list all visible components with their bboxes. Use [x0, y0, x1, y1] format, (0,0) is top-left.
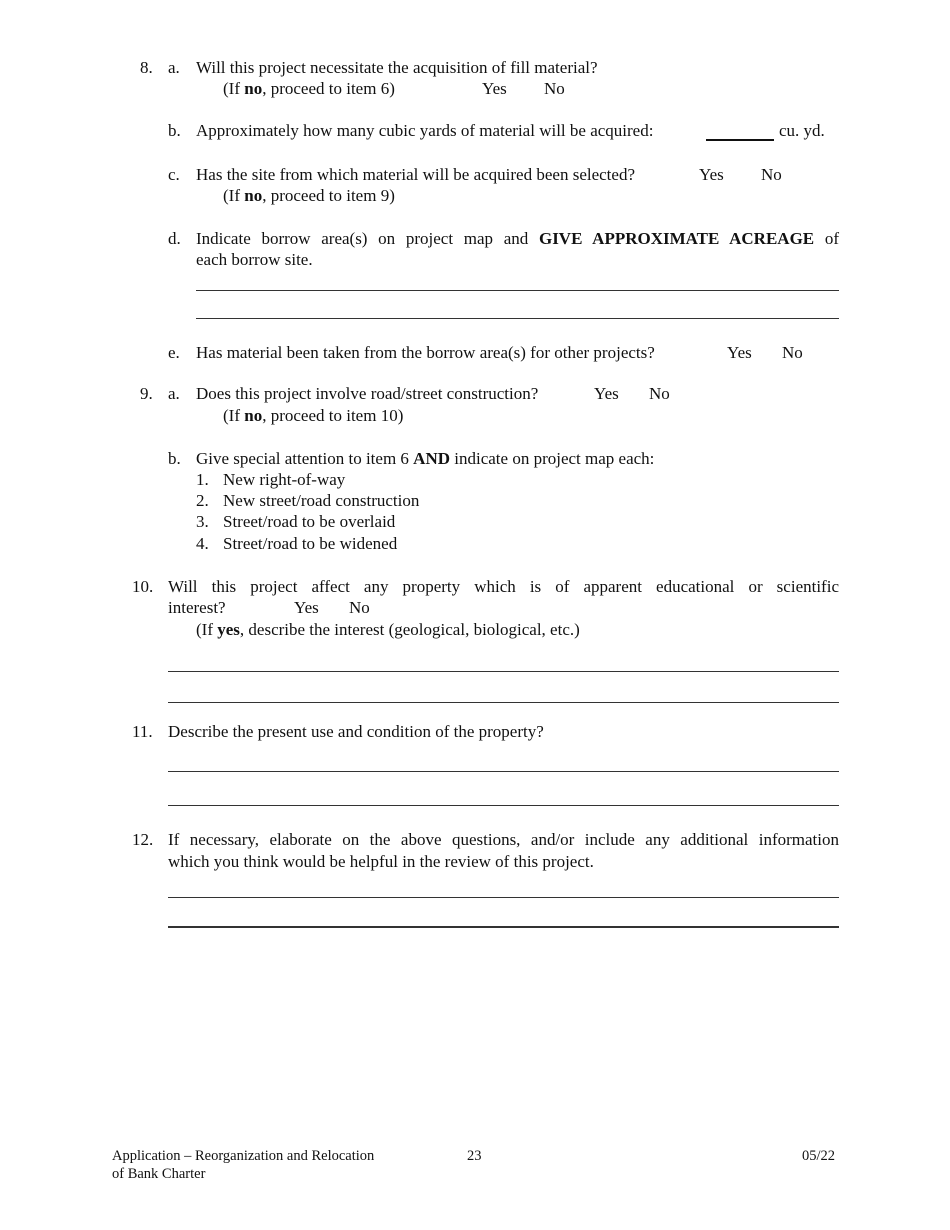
- answer-line[interactable]: [168, 671, 839, 672]
- question-12-text-line2: which you think would be helpful in the review of this project.: [168, 852, 594, 871]
- question-8c-note: (If no, proceed to item 9): [223, 186, 395, 205]
- list-item: New street/road construction: [223, 491, 420, 510]
- question-9a-text: Does this project involve road/street construction?: [196, 384, 539, 403]
- no-option[interactable]: No: [349, 598, 370, 617]
- answer-line[interactable]: [168, 805, 839, 806]
- question-number: 12.: [132, 830, 154, 849]
- no-option[interactable]: No: [544, 79, 565, 98]
- list-item: Street/road to be widened: [223, 534, 398, 553]
- footer-title: Application – Reorganization and Relocation: [112, 1148, 375, 1164]
- footer-title-line2: of Bank Charter: [112, 1166, 206, 1182]
- cubic-yards-field[interactable]: [706, 120, 774, 141]
- question-8a-text: Will this project necessitate the acquisition of fill material?: [196, 58, 598, 77]
- question-number: 8.: [140, 58, 153, 77]
- sub-letter: e.: [168, 343, 180, 362]
- question-11-text: Describe the present use and condition of the property?: [168, 722, 544, 741]
- yes-option[interactable]: Yes: [727, 343, 752, 362]
- question-8e-text: Has material been taken from the borrow area(s) for other projects?: [196, 343, 655, 362]
- list-item-number: 4.: [196, 534, 209, 553]
- question-8d-text-line2: each borrow site.: [196, 250, 313, 269]
- question-number: 9.: [140, 384, 153, 403]
- sub-letter: b.: [168, 121, 181, 140]
- question-10-text: Will this project affect any property which is of apparent educational or scientific: [168, 577, 839, 596]
- question-12-text: If necessary, elaborate on the above questions, and/or include any additional information: [168, 830, 839, 849]
- yes-option[interactable]: Yes: [294, 598, 319, 617]
- answer-line[interactable]: [168, 897, 839, 898]
- question-8d-text: Indicate borrow area(s) on project map and GIVE APPROXIMATE ACREAGE of: [196, 229, 839, 248]
- list-item: New right-of-way: [223, 470, 346, 489]
- list-item-number: 3.: [196, 512, 209, 531]
- sub-letter: a.: [168, 384, 180, 403]
- question-8c-text: Has the site from which material will be acquired been selected?: [196, 165, 635, 184]
- sub-letter: c.: [168, 165, 180, 184]
- yes-option[interactable]: Yes: [699, 165, 724, 184]
- yes-option[interactable]: Yes: [594, 384, 619, 403]
- list-item-number: 2.: [196, 491, 209, 510]
- list-item: Street/road to be overlaid: [223, 512, 396, 531]
- revision-date: 05/22: [802, 1148, 836, 1164]
- sub-letter: b.: [168, 449, 181, 468]
- question-number: 10.: [132, 577, 154, 596]
- page-number: 23: [467, 1148, 482, 1164]
- question-9a-note: (If no, proceed to item 10): [223, 406, 404, 425]
- question-10-note: (If yes, describe the interest (geological, biological, etc.): [196, 620, 580, 639]
- list-item-number: 1.: [196, 470, 209, 489]
- question-8a-note: (If no, proceed to item 6): [223, 79, 395, 98]
- question-number: 11.: [132, 722, 153, 741]
- answer-line[interactable]: [168, 926, 839, 928]
- yes-option[interactable]: Yes: [482, 79, 507, 98]
- no-option[interactable]: No: [761, 165, 782, 184]
- question-10-text-line2: interest?: [168, 598, 226, 617]
- sub-letter: a.: [168, 58, 180, 77]
- answer-line[interactable]: [196, 290, 839, 291]
- no-option[interactable]: No: [782, 343, 803, 362]
- unit-label: cu. yd.: [779, 121, 825, 140]
- answer-line[interactable]: [168, 702, 839, 703]
- question-8b-text: Approximately how many cubic yards of material will be acquired:: [196, 121, 654, 140]
- answer-line[interactable]: [196, 318, 839, 319]
- sub-letter: d.: [168, 229, 181, 248]
- answer-line[interactable]: [168, 771, 839, 772]
- question-9b-text: Give special attention to item 6 AND indicate on project map each:: [196, 449, 655, 468]
- no-option[interactable]: No: [649, 384, 670, 403]
